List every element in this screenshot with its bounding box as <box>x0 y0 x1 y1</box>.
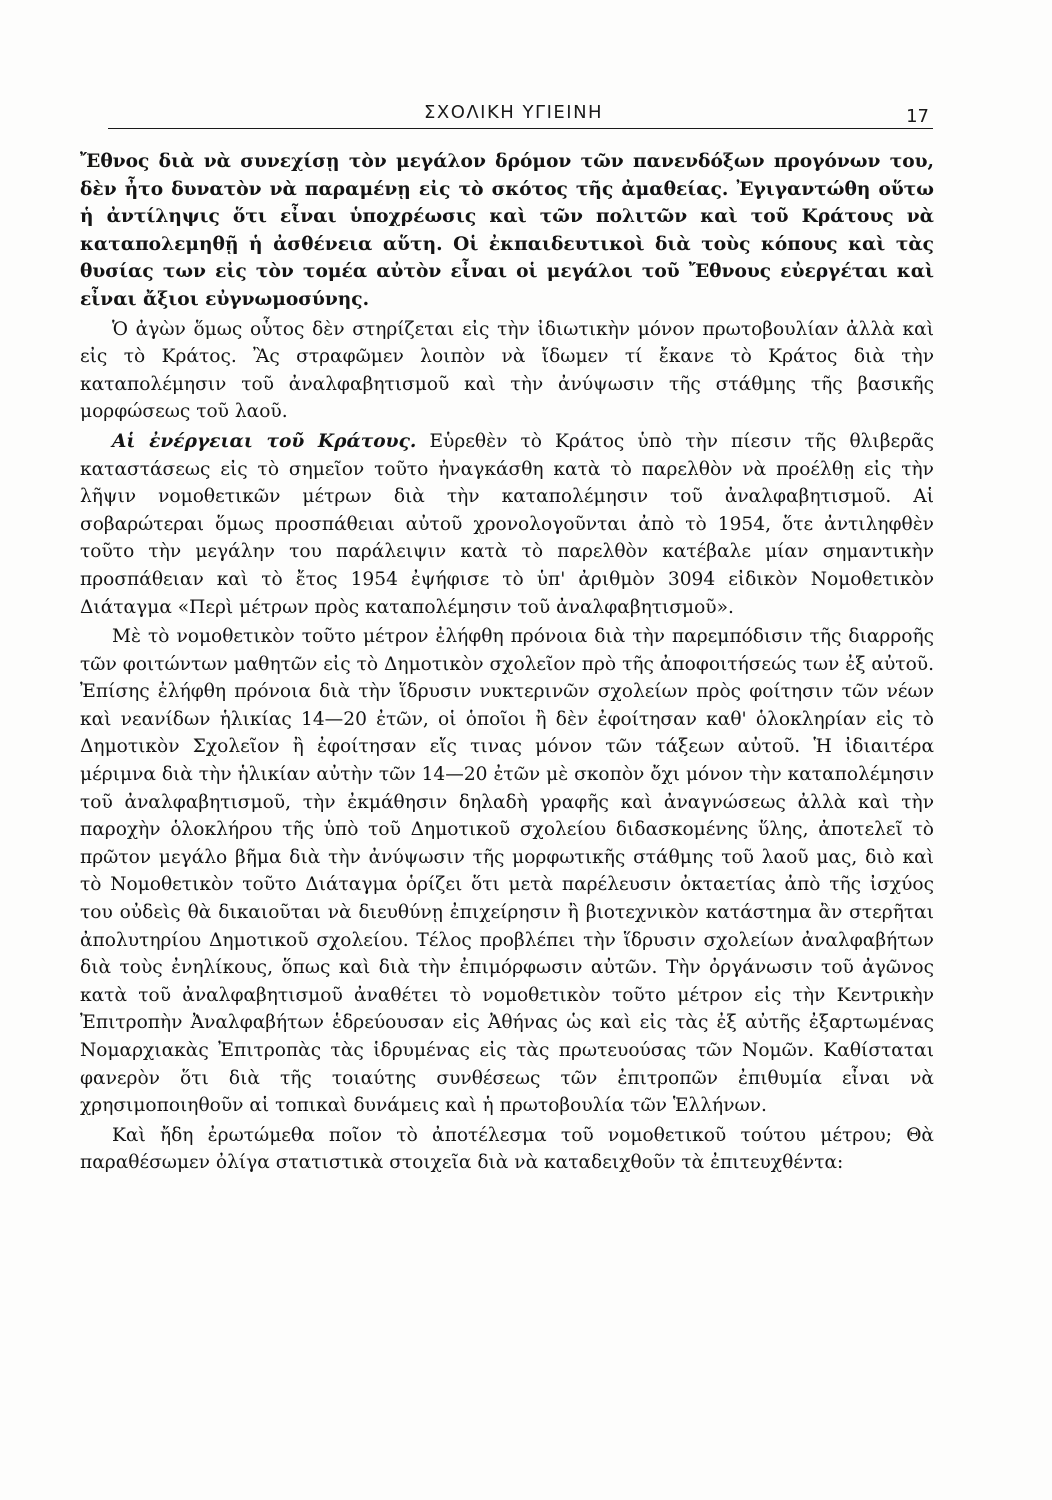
paragraph-2: Ὁ ἀγὼν ὅμως οὗτος δὲν στηρίζεται εἰς τὴν ἰδιωτικὴν μόνον πρωτοβουλίαν ἀλλὰ καὶ εἰς τὸ Κράτος. Ἂς στραφῶμεν λοιπὸν νὰ ἴδωμεν τί ἔκανε τὸ Κράτος διὰ τὴν καταπολέμησιν τοῦ ἀναλφαβητισμοῦ καὶ τὴν ἀνύψωσιν τῆς στάθμης τῆς βασικῆς μορφώσεως τοῦ λαοῦ. <box>80 318 934 423</box>
paragraph-3-text: Εὑρεθὲν τὸ Κράτος ὑπὸ τὴν πίεσιν τῆς θλιβερᾶς καταστάσεως εἰς τὸ σημεῖον τοῦτο ἠναγκάσθη κατὰ τὸ παρελθὸν νὰ προέλθῃ εἰς τὴν λῆψιν νομοθετικῶν μέτρων διὰ τὴν καταπολέμησιν τοῦ ἀναλφαβητισμοῦ. Αἱ σοβαρώτεραι ὅμως προσπάθειαι αὐτοῦ χρονολογοῦνται ἀπὸ τὸ 1954, ὅτε ἀντιληφθὲν τοῦτο τὴν μεγάλην του παράλειψιν κατὰ τὸ παρελθὸν κατέβαλε μίαν σημαντικὴν προσπάθειαν καὶ τὸ ἔτος 1954 ἐψήφισε τὸ ὑπ' ἀριθμὸν 3094 εἰδικὸν Νομοθετικὸν Διάταγμα «Περὶ μέτρων πρὸς καταπολέμησιν τοῦ ἀναλφαβητισμοῦ». <box>80 430 934 618</box>
header-rule <box>108 128 933 129</box>
paragraph-4: Μὲ τὸ νομοθετικὸν τοῦτο μέτρον ἐλήφθη πρόνοια διὰ τὴν παρεμπόδισιν τῆς διαρροῆς τῶν φοιτώντων μαθητῶν εἰς τὸ Δημοτικὸν σχολεῖον πρὸ τῆς ἀποφοιτήσεώς των ἐξ αὐτοῦ. Ἐπίσης ἐλήφθη πρόνοια διὰ τὴν ἵδρυσιν νυκτερινῶν σχολείων πρὸς φοίτησιν τῶν νέων καὶ νεανίδων ἡλικίας 14—20 ἐτῶν, οἱ ὁποῖοι ἢ δὲν ἐφοίτησαν καθ' ὁλοκληρίαν εἰς τὸ Δημοτικὸν Σχολεῖον ἢ ἐφοίτησαν εἴς τινας μόνον τῶν τάξεων αὐτοῦ. Ἡ ἰδιαιτέρα μέριμνα διὰ τὴν ἡλικίαν αὐτὴν τῶν 14—20 ἐτῶν μὲ σκοπὸν ὄχι μόνον τὴν καταπολέμησιν τοῦ ἀναλφαβητισμοῦ, τὴν ἐκμάθησιν δηλαδὴ γραφῆς καὶ ἀναγνώσεως ἀλλὰ καὶ τὴν παροχὴν ὁλοκλήρου τῆς ὑπὸ τοῦ Δημοτικοῦ σχολείου διδασκομένης ὕλης, ἀποτελεῖ τὸ πρῶτον μεγάλο βῆμα διὰ τὴν ἀνύψωσιν τῆς μορφωτικῆς στάθμης τοῦ λαοῦ μας, διὸ καὶ τὸ Νομοθετικὸν τοῦτο Διάταγμα ὁρίζει ὅτι μετὰ παρέλευσιν ὀκταετίας ἀπὸ τῆς ἰσχύος του οὐδεὶς θὰ δικαιοῦται νὰ διευθύνῃ ἐπιχείρησιν ἢ βιοτεχνικὸν κατάστημα ἂν στερῆται ἀπολυτηρίου Δημοτικοῦ σχολείου. Τέλος προβλέπει τὴν ἵδρυσιν σχολείων ἀναλφαβήτων διὰ τοὺς ἐνηλίκους, ὅπως καὶ διὰ τὴν ἐπιμόρφωσιν αὐτῶν. Τὴν ὀργάνωσιν τοῦ ἀγῶνος κατὰ τοῦ ἀναλφαβητισμοῦ ἀναθέτει τὸ νομοθετικὸν τοῦτο μέτρον εἰς τὴν Κεντρικὴν Ἐπιτροπὴν Ἀναλφαβήτων ἑδρεύουσαν εἰς Ἀθήνας ὡς καὶ εἰς τὰς ἐξ αὐτῆς ἐξαρτωμένας Νομαρχιακὰς Ἐπιτροπὰς τὰς ἱδρυμένας εἰς τὰς πρωτευούσας τῶν Νομῶν. Καθίσταται φανερὸν ὅτι διὰ τῆς τοιαύτης συνθέσεως τῶν ἐπιτροπῶν ἐπιθυμία εἶναι νὰ χρησιμοποιηθοῦν αἱ τοπικαὶ δυνάμεις καὶ ἡ πρωτοβουλία τῶν Ἑλλήνων. <box>80 626 934 1117</box>
paragraph-5: Καὶ ἤδη ἐρωτώμεθα ποῖον τὸ ἀποτέλεσμα τοῦ νομοθετικοῦ τούτου μέτρου; Θὰ παραθέσωμεν ὀλίγα στατιστικὰ στοιχεῖα διὰ νὰ καταδειχθοῦν τὰ ἐπιτευχθέντα: <box>80 1124 934 1174</box>
paragraph-3 <box>80 428 934 621</box>
paragraph-1: Ἔθνος διὰ νὰ συνεχίσῃ τὸν μεγάλον δρόμον τῶν πανενδόξων προγόνων του, δὲν ἦτο δυνατὸν νὰ παραμένῃ εἰς τὸ σκότος τῆς ἀμαθείας. Ἐγιγαντώθη οὕτω ἡ ἀντίληψις ὅτι εἶναι ὑποχρέωσις καὶ τῶν πολιτῶν καὶ τοῦ Κράτους νὰ καταπολεμηθῇ ἡ ἀσθένεια αὕτη. Οἱ ἐκπαιδευτικοὶ διὰ τοὺς κόπους καὶ τὰς θυσίας των εἰς τὸν τομέα αὐτὸν εἶναι οἱ μεγάλοι τοῦ Ἔθνους εὐεργέται καὶ εἶναι ἄξιοι εὐγνωμοσύνης. <box>80 151 934 310</box>
body-text <box>80 148 934 1177</box>
running-header-title: ΣΧΟΛΙΚΗ ΥΓΙΕΙΝΗ <box>424 102 604 123</box>
running-header <box>108 96 933 130</box>
page-number: 17 <box>906 106 929 127</box>
section-heading: Αἱ ἐνέργειαι τοῦ Κράτους. <box>112 430 417 452</box>
